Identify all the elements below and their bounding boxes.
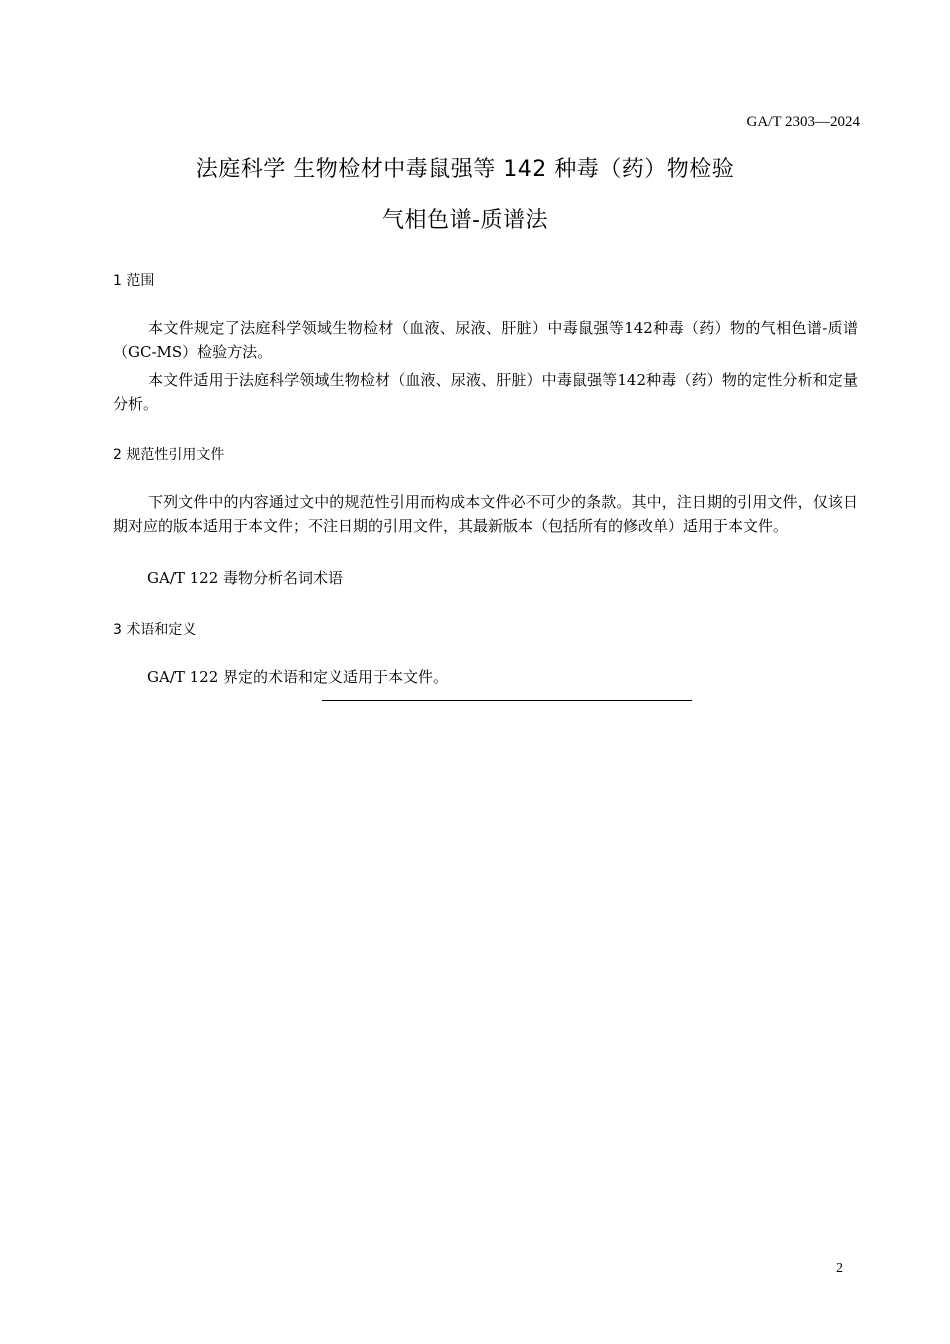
section-heading-normative-references: 2 规范性引用文件 [113,447,225,463]
end-rule [322,700,692,701]
page-number: 2 [836,1261,843,1276]
scope-paragraph-1: 本文件规定了法庭科学领域生物检材（血液、尿液、肝脏）中毒鼠强等142种毒（药）物的气相色谱-质谱（GC-MS）检验方法。 [113,319,858,361]
section-heading-terms-definitions: 3 术语和定义 [113,622,197,638]
document-title-line-2: 气相色谱-质谱法 [382,208,548,233]
document-title-line-1: 法庭科学 生物检材中毒鼠强等 142 种毒（药）物检验 [195,157,735,182]
normative-reference-item: GA/T 122 毒物分析名词术语 [147,569,344,587]
section-heading-scope: 1 范围 [113,273,155,289]
scope-paragraph-2: 本文件适用于法庭科学领域生物检材（血液、尿液、肝脏）中毒鼠强等142种毒（药）物的定性分析和定量分析。 [113,371,858,413]
normative-references-paragraph: 下列文件中的内容通过文中的规范性引用而构成本文件必不可少的条款。其中，注日期的引用文件，仅该日期对应的版本适用于本文件；不注日期的引用文件，其最新版本（包括所有的修改单）适用于本文件。 [113,493,858,535]
standard-code: GA/T 2303—2024 [746,114,860,130]
terms-definitions-paragraph: GA/T 122 界定的术语和定义适用于本文件。 [147,668,449,686]
